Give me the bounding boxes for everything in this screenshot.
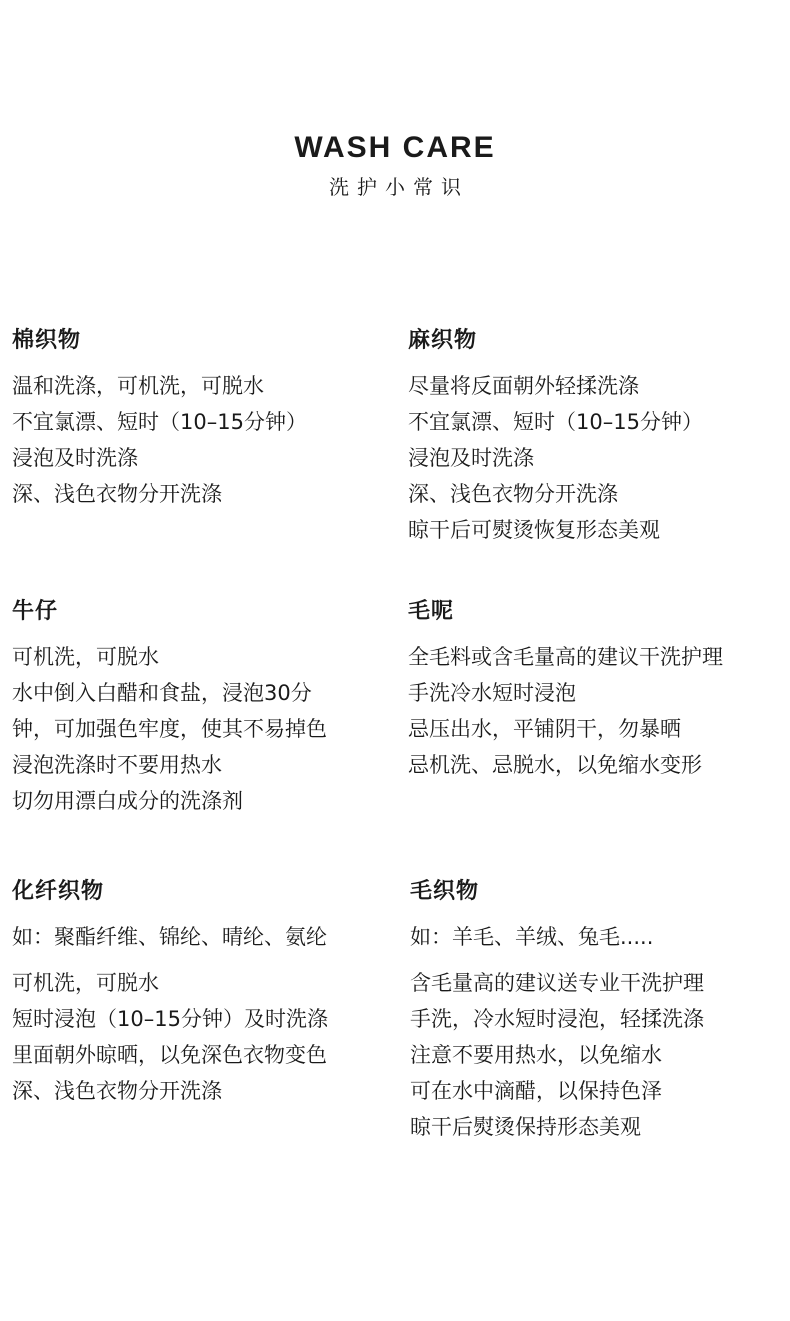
care-line: 钟，可加强色牢度，使其不易掉色: [12, 717, 327, 741]
care-line: 温和洗涤，可机洗，可脱水: [12, 374, 264, 398]
care-line: 里面朝外晾晒，以免深色衣物变色: [12, 1043, 327, 1067]
care-line: 浸泡及时洗涤: [408, 446, 534, 470]
section-wool-coat: [408, 597, 788, 783]
care-line: 深、浅色衣物分开洗涤: [12, 1079, 222, 1103]
care-line: 可机洗，可脱水: [12, 971, 159, 995]
care-line: 浸泡及时洗涤: [12, 446, 138, 470]
care-line: 可机洗，可脱水: [12, 645, 159, 669]
care-line: 浸泡洗涤时不要用热水: [12, 753, 222, 777]
care-line: 手洗，冷水短时浸泡，轻揉洗涤: [410, 1007, 704, 1031]
care-line: 尽量将反面朝外轻揉洗涤: [408, 374, 639, 398]
care-line: 忌机洗、忌脱水，以免缩水变形: [408, 753, 702, 777]
care-line: 短时浸泡（10–15分钟）及时洗涤: [12, 1007, 328, 1031]
care-list: [408, 368, 788, 548]
care-line: 不宜氯漂、短时（10–15分钟）: [12, 410, 307, 434]
care-line: 全毛料或含毛量高的建议干洗护理: [408, 645, 723, 669]
page-subtitle: 洗护小常识: [329, 175, 469, 199]
care-line: 含毛量高的建议送专业干洗护理: [410, 971, 704, 995]
page-header: [0, 128, 790, 200]
section-title: 毛呢: [408, 599, 455, 624]
section-title: 化纤织物: [12, 879, 105, 904]
section-title: 牛仔: [12, 599, 59, 624]
section-denim: [12, 597, 392, 819]
care-line: 不宜氯漂、短时（10–15分钟）: [408, 410, 703, 434]
care-line: 水中倒入白醋和食盐，浸泡30分: [12, 681, 312, 705]
care-line: 可在水中滴醋，以保持色泽: [410, 1079, 662, 1103]
care-line: 晾干后可熨烫恢复形态美观: [408, 518, 660, 542]
care-list: [12, 639, 392, 819]
care-line: 深、浅色衣物分开洗涤: [12, 482, 222, 506]
care-line: 忌压出水，平铺阴干，勿暴晒: [408, 717, 681, 741]
care-line: 晾干后熨烫保持形态美观: [410, 1115, 641, 1139]
section-title: 麻织物: [408, 328, 478, 353]
care-list: [408, 639, 788, 783]
section-title: 毛织物: [410, 879, 480, 904]
section-cotton: [12, 326, 392, 512]
section-linen: [408, 326, 788, 548]
care-list: [12, 965, 392, 1109]
care-line: 切勿用漂白成分的洗涤剂: [12, 789, 243, 813]
page-title: WASH CARE: [294, 131, 496, 164]
care-line: 注意不要用热水，以免缩水: [410, 1043, 662, 1067]
care-list: [12, 368, 392, 512]
section-title: 棉织物: [12, 328, 82, 353]
section-examples: 如：羊毛、羊绒、兔毛.....: [410, 925, 654, 949]
section-synthetic: [12, 877, 392, 1109]
care-line: 手洗冷水短时浸泡: [408, 681, 576, 705]
care-list: [410, 965, 790, 1145]
section-wool-fabric: [410, 877, 790, 1145]
section-examples: 如：聚酯纤维、锦纶、晴纶、氨纶: [12, 925, 327, 949]
care-line: 深、浅色衣物分开洗涤: [408, 482, 618, 506]
